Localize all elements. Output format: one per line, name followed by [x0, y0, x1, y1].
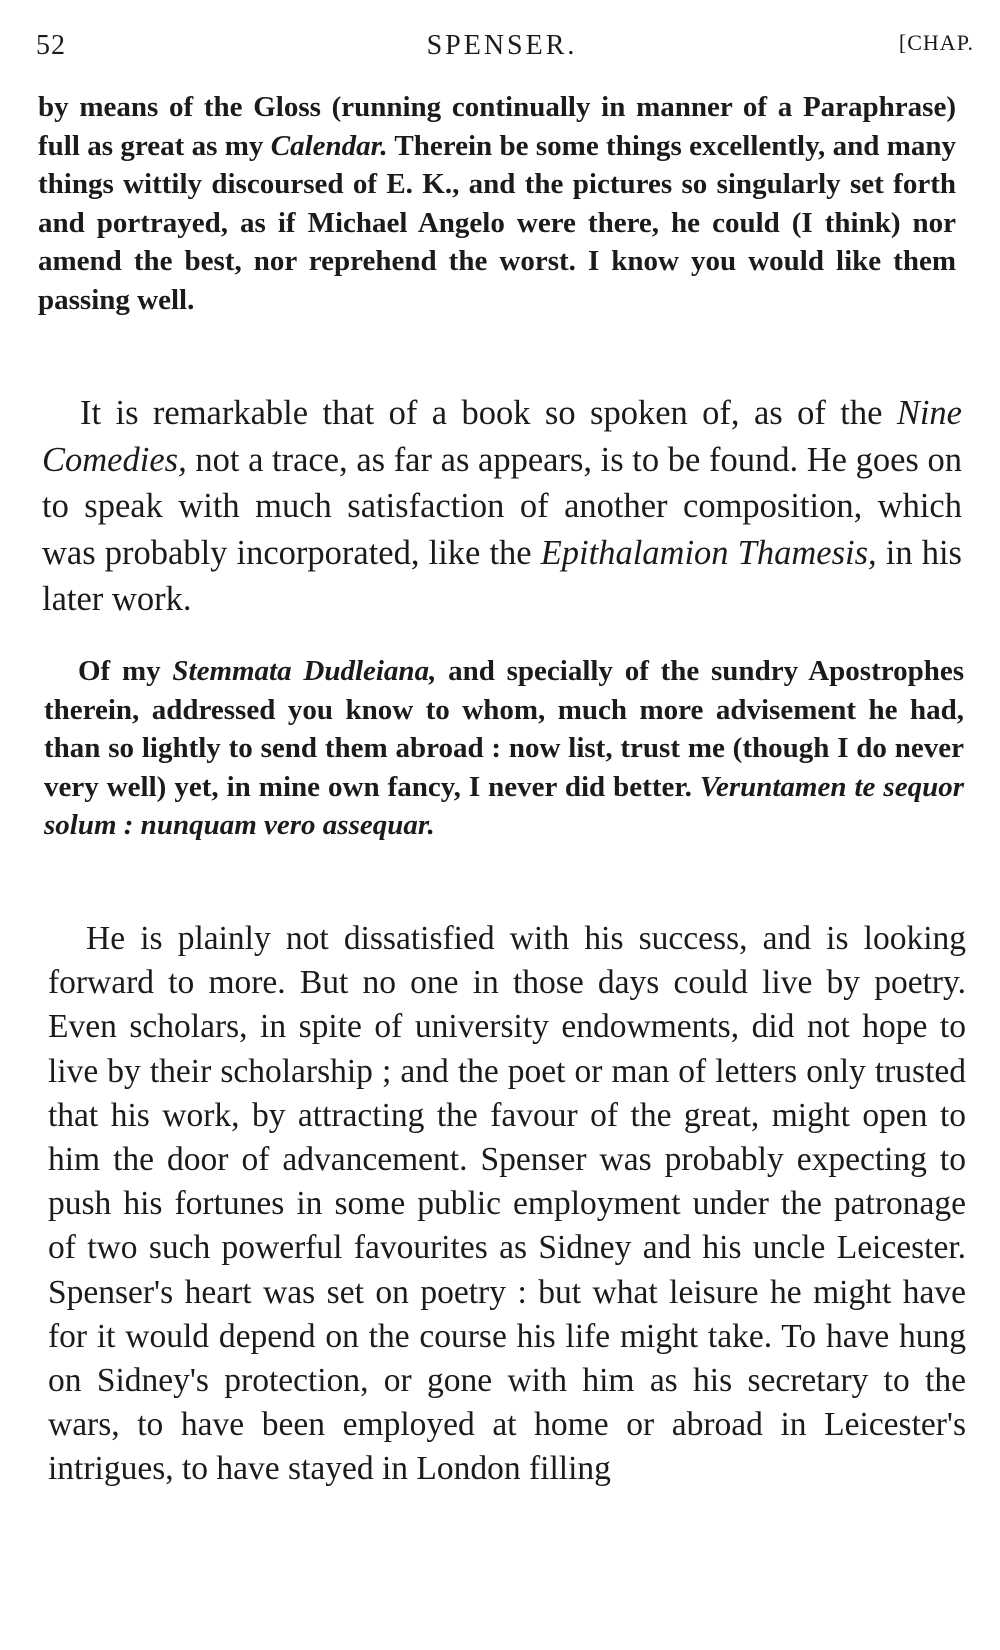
- letter-quote-2: [44, 652, 964, 845]
- letter-quote-1: [38, 88, 956, 320]
- running-title: SPENSER.: [426, 30, 578, 61]
- paragraph-1-text-b: not a trace, as far as appears, is to be found. He goes on to speak with much satisfaction of another composition, which was probably incorporated, like the: [42, 440, 962, 572]
- quote-1-calendar-title: Calendar.: [270, 129, 388, 162]
- quote-2-paragraph: [44, 652, 964, 845]
- paragraph-2: He is plainly not dissatisfied with his success, and is looking forward to more. But no one in those days could live by poetry. Even scholars, in spite of university endowments, did not hope to live by their scholarship ; and the poet or man of letters only trusted that his work, by attracting the favour of the great, might open to him the door of advancement. Spenser was probably expecting to push his fortunes in some public employment under the patronage of two such powerful favourites as Sidney and his uncle Leicester. Spenser's heart was set on poetry : but what leisure he might have for it would depend on the course his life might take. To have hung on Sidney's protection, or gone with him as his secretary to the wars, to have been employed at home or abroad in Leicester's intrigues, to have stayed in London filling: [48, 920, 966, 1488]
- epithalamion-title: Epithalamion Thamesis,: [540, 533, 877, 572]
- stemmata-title: Stemmata Dudleiana,: [172, 655, 437, 687]
- quote-1-paragraph: [38, 88, 956, 320]
- body-paragraph-2: [48, 917, 966, 1492]
- paragraph-1-text-a: It is remarkable that of a book so spoken of, as of the: [80, 394, 897, 432]
- body-paragraph-1: [42, 390, 962, 623]
- quote-2-text-a: Of my: [78, 655, 173, 687]
- latin-phrase: Veruntamen te sequor solum : nunquam vero assequar.: [44, 770, 964, 842]
- nine-comedies-title: Nine Comedies,: [42, 394, 962, 479]
- paragraph-1: [42, 390, 962, 623]
- quote-2-text-b: and specially of the sundry Apostrophes therein, addressed you know to whom, much more advisement he had, than so lightly to send them abroad : now list, trust me (though I do never very well) yet, in mine own fancy, I never did better.: [44, 655, 964, 803]
- page-header: [30, 24, 974, 68]
- quote-1-text-a: by means of the Gloss (running continually in manner of a Paraphrase) full as great as my: [38, 91, 956, 162]
- paragraph-1-text-c: in his later work.: [42, 533, 962, 618]
- quote-1-text-b: Therein be some things excellently, and many things wittily discoursed of E. K., and the pictures so singularly set forth and portrayed, as if Michael Angelo were there, he could (I think) nor amend the best, nor reprehend the worst. I know you would like them passing well.: [38, 129, 956, 316]
- page-number: 52: [36, 30, 66, 61]
- chapter-marker: [CHAP.: [898, 30, 974, 55]
